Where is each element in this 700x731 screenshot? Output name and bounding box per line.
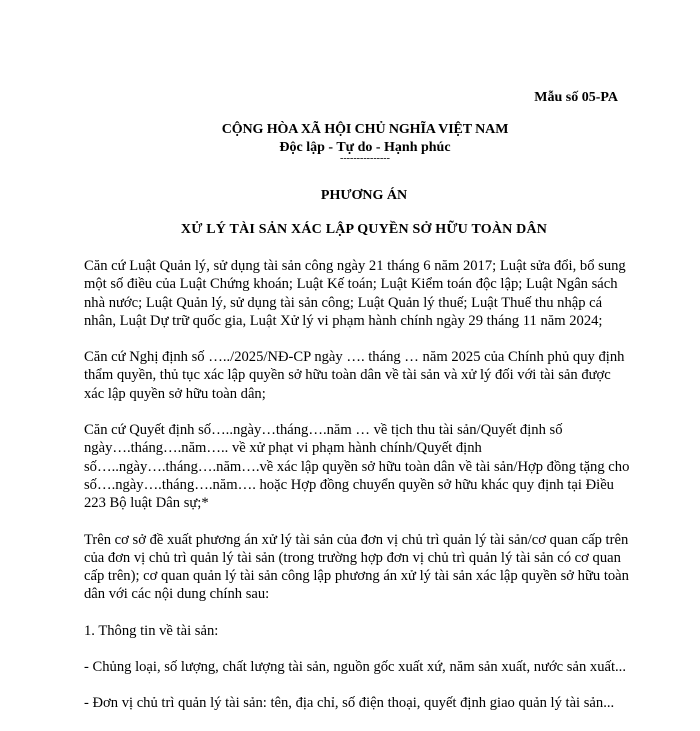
national-motto: Độc lập - Tự do - Hạnh phúc [279, 140, 451, 155]
section-heading: 1. Thông tin về tài sản: [84, 622, 219, 639]
form-code: Mẫu số 05-PA [534, 90, 618, 105]
list-item: - Đơn vị chủ trì quản lý tài sản: tên, địa chỉ, số điện thoại, quyết định giao quản lý tài sản... [84, 695, 615, 712]
header-rule: --------------- [340, 153, 390, 164]
document-body [84, 257, 630, 731]
national-header [0, 122, 700, 164]
legal-basis-paragraph: Căn cứ Quyết định số…..ngày…tháng….năm … về tịch thu tài sản/Quyết định số ngày….tháng….năm….. về xử phạt vi phạm hành chính/Quyết định số…..ngày….tháng….năm….về xác lập quyền sở hữu toàn dân về tài sản/Hợp đồng tặng cho số….ngày….tháng….năm…. hoặc Hợp đồng chuyển quyền sở hữu khác quy định tại Điều 223 Bộ luật Dân sự;* [84, 422, 630, 512]
proposal-paragraph: Trên cơ sở đề xuất phương án xử lý tài sản của đơn vị chủ trì quản lý tài sản/cơ quan cấp trên của đơn vị chủ trì quản lý tài sản (trong trường hợp đơn vị chủ trì quản lý tài sản có cơ quan cấp trên); cơ quan quản lý tài sản công lập phương án xử lý tài sản xác lập quyền sở hữu toàn dân với các nội dung chính sau: [84, 531, 629, 603]
list-item: - Chủng loại, số lượng, chất lượng tài sản, nguồn gốc xuất xứ, năm sản xuất, nước sản xuất... [84, 659, 626, 676]
nation-title: CỘNG HÒA XÃ HỘI CHỦ NGHĨA VIỆT NAM [221, 122, 509, 137]
legal-basis-paragraph: Căn cứ Nghị định số …../2025/NĐ-CP ngày …. tháng … năm 2025 của Chính phủ quy định thẩm quyền, thủ tục xác lập quyền sở hữu toàn dân về tài sản và xử lý đối với tài sản được xác lập quyền sở hữu toàn dân; [84, 349, 625, 402]
document-subtitle: XỬ LÝ TÀI SẢN XÁC LẬP QUYỀN SỞ HỮU TOÀN DÂN [180, 222, 548, 237]
legal-basis-paragraph: Căn cứ Luật Quản lý, sử dụng tài sản công ngày 21 tháng 6 năm 2017; Luật sửa đổi, bổ sung một số điều của Luật Chứng khoán; Luật Kế toán; Luật Kiểm toán độc lập; Luật Ngân sách nhà nước; Luật Quản lý, sử dụng tài sản công; Luật Quản lý thuế; Luật Thuế thu nhập cá nhân, Luật Dự trữ quốc gia, Luật Xử lý vi phạm hành chính ngày 29 tháng 11 năm 2024; [84, 258, 626, 329]
document-title: PHƯƠNG ÁN [320, 188, 408, 203]
